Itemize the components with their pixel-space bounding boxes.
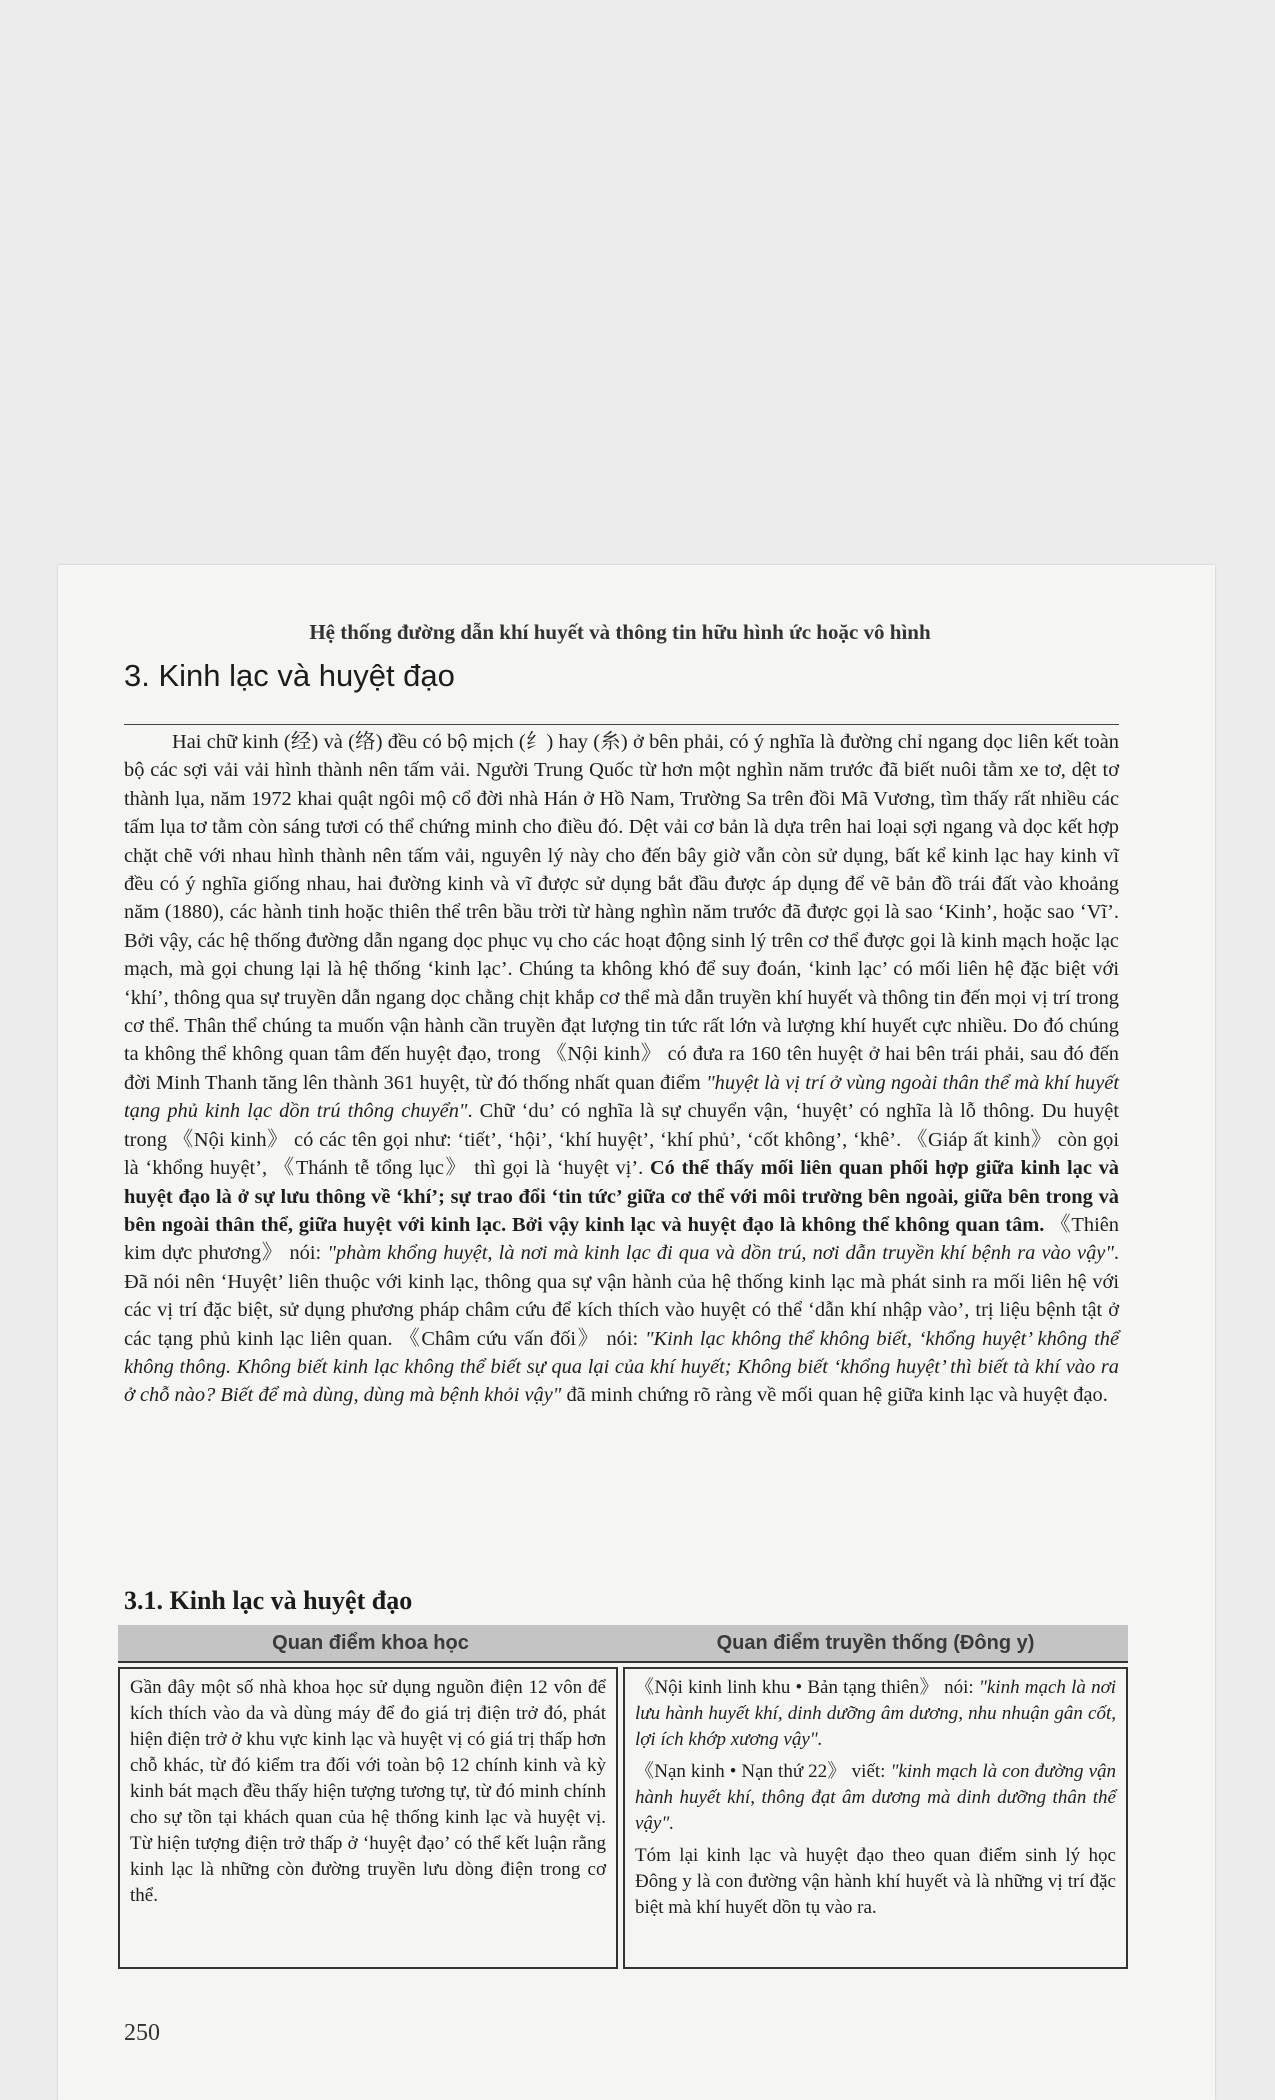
text-segment: đã minh chứng rõ ràng về mối quan hệ giữa kinh lạc và huyệt đạo. [561,1384,1108,1407]
traditional-quote-2 [635,1759,1116,1837]
quote-text: "kinh mạch là con đường vận hành huyết khí, thông đạt âm dương mà dinh dưỡng thân thể vậy". [635,1761,1116,1834]
column-header-traditional: Quan điểm truyền thống (Đông y) [716,1631,1035,1654]
table-header-row [118,1625,1128,1663]
quote-source: 《Nạn kinh • Nạn thứ 22》 viết: [635,1761,891,1782]
emphasis-segment: Có thể thấy mối liên quan phối hợp giữa kinh lạc và huyệt đạo là ở sự lưu thông về ‘khí’; sự trao đổi ‘tin tức’ giữa cơ thể với môi trường bên ngoài, giữa bên trong và bên ngoài thân thể, giữa huyệt với kinh lạc. Bởi vậy kinh lạc và huyệt đạo là không thể không quan tâm. [124,1157,1119,1236]
quote-segment: "Kinh lạc không thể không biết, ‘khổng huyệt’ không thể không thông. Không biết kinh lạc không thể biết sự qua lại của khí huyết; Không biết ‘khổng huyệt’ thì biết tà khí vào ra ở chỗ nào? Biết để mà dùng, dùng mà bệnh khỏi vậy" [124,1327,1119,1407]
quote-source: 《Nội kinh linh khu • Bản tạng thiên》 nói: [635,1677,979,1698]
traditional-quote-1 [635,1675,1116,1753]
quote-text: "kinh mạch là nơi lưu hành huyết khí, dinh dưỡng âm dương, nhu nhuận gân cốt, lợi ích khớp xương vậy". [635,1677,1117,1750]
text-segment: 《Thiên kim dực phương》 nói: [124,1213,1119,1265]
table-body-row [118,1667,1128,1969]
text-segment: . Chữ ‘du’ có nghĩa là sự chuyển vận, ‘huyệt’ có nghĩa là lỗ thông. Du huyệt trong 《Nội kinh》 có các tên gọi như: ‘tiết’, ‘hội’, ‘khí huyệt’, ‘khí phủ’, ‘cốt không’, ‘khê’. 《Giáp ất kinh》 còn gọi là ‘khổng huyệt’, 《Thánh tễ tổng lục》 thì gọi là ‘huyệt vị’. [124,1100,1119,1180]
title-rule [124,724,1119,725]
comparison-table [118,1625,1128,1969]
cell-science: Gần đây một số nhà khoa học sử dụng nguồn điện 12 vôn để kích thích vào da và dùng máy để đo giá trị điện trở đó, phát hiện điện trở ở khu vực kinh lạc và huyệt vị có giá trị thấp hơn chỗ khác, từ đó kiểm tra đối với toàn bộ 12 chính kinh và kỳ kinh bát mạch đều thấy hiện tượng tương tự, từ đó minh chính cho sự tồn tại khách quan của hệ thống kinh lạc và huyệt vị. Từ hiện tượng điện trở thấp ở ‘huyệt đạo’ có thể kết luận rằng kinh lạc là những còn đường truyền lưu dòng điện trong cơ thể. [118,1667,618,1969]
running-header: Hệ thống đường dẫn khí huyết và thông tin hữu hình ức hoặc vô hình [309,620,931,644]
text-segment: Hai chữ kinh (经) và (络) đều có bộ mịch (纟) hay (糸) ở bên phải, có ý nghĩa là đường chỉ ngang dọc liên kết toàn bộ các sợi vải vải hình thành nên tấm vải. Người Trung Quốc từ hơn một nghìn năm trước đã biết nuôi tằm xe tơ, dệt tơ thành lụa, năm 1972 khai quật ngôi mộ cổ đời nhà Hán ở Hồ Nam, Trường Sa trên đồi Mã Vương, tìm thấy rất nhiều các tấm lụa tơ tằm còn sáng tươi có thể chứng minh cho điều đó. Dệt vải cơ bản là dựa trên hai loại sợi ngang và dọc kết hợp chặt chẽ với nhau hình thành nên tấm vải, nguyên lý này cho đến bây giờ vẫn còn sử dụng, bất kể kinh lạc hay kinh vĩ đều có ý nghĩa giống nhau, hai đường kinh và vĩ được sử dụng bắt đầu được áp dụng để vẽ bản đồ trái đất vào khoảng năm (1880), các hành tinh hoặc thiên thể trên bầu trời từ hàng nghìn năm trước đã được gọi là sao ‘Kinh’, hoặc sao ‘Vĩ’. Bởi vậy, các hệ thống đường dẫn ngang dọc phục vụ cho các hoạt động sinh lý trên cơ thể được gọi là kinh mạch hoặc lạc mạch, mà gọi chung lại là hệ thống ‘kinh lạc’. Chúng ta không khó để suy đoán, ‘kinh lạc’ có mối liên hệ đặc biệt với ‘khí’, thông qua sự truyền dẫn ngang dọc chằng chịt khắp cơ thể mà dẫn truyền khí huyết và thông tin đến mọi vị trí trong cơ thể. Thân thể chúng ta muốn vận hành cần truyền đạt lượng tin tức rất lớn và lượng khí huyết cực nhiều. Do đó chúng ta không thể không quan tâm đến huyệt đạo, trong 《Nội kinh》 có đưa ra 160 tên huyệt ở hai bên trái phải, sau đó đến đời Minh Thanh tăng lên thành 361 huyệt, từ đó thống nhất quan điểm [124,731,1119,1094]
quote-segment: "huyệt là vị trí ở vùng ngoài thân thể mà khí huyết tạng phủ kinh lạc dồn trú thông chuyển" [124,1071,1120,1123]
body-paragraph [124,728,1119,1410]
cell-traditional [623,1667,1128,1969]
subsection-title: 3.1. Kinh lạc và huyệt đạo [124,1586,413,1615]
traditional-summary: Tóm lại kinh lạc và huyệt đạo theo quan điểm sinh lý học Đông y là con đường vận hành khí huyết và là những vị trí đặc biệt mà khí huyết dồn tụ vào ra. [635,1845,1116,1918]
quote-segment: "phàm khổng huyệt, là nơi mà kinh lạc đi qua và dồn trú, nơi dẫn truyền khí bệnh ra vào vậy" [327,1242,1114,1265]
column-header-science: Quan điểm khoa học [272,1631,469,1654]
text-segment: . Đã nói nên ‘Huyệt’ liên thuộc với kinh lạc, thông qua sự vận hành của hệ thống kinh lạc mà phát sinh ra mối liên hệ với các vị trí đặc biệt, sử dụng phương pháp châm cứu để kích thích vào huyệt có thể ‘dẫn khí nhập vào’, trị liệu bệnh tật ở các tạng phủ kinh lạc liên quan. 《Châm cứu vấn đối》 nói: [124,1242,1119,1350]
chapter-title: 3. Kinh lạc và huyệt đạo [124,658,455,693]
page-number: 250 [124,2020,160,2046]
